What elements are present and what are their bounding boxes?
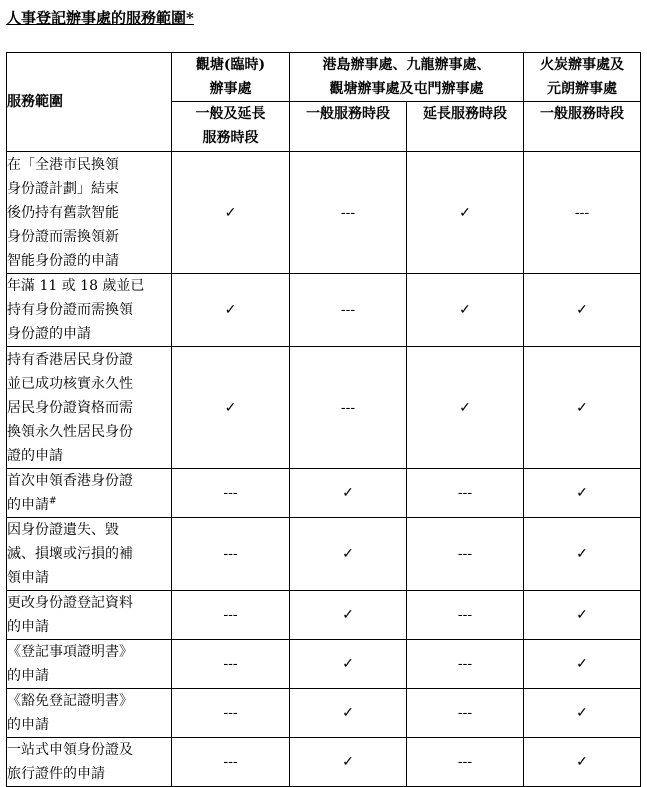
service-description (7, 689, 172, 738)
service-description-line: 《登記事項證明書》 (7, 644, 133, 660)
availability-mark: --- (172, 738, 290, 787)
availability-mark: ✓ (290, 591, 407, 640)
service-description-line: 身份證而需換領新 (7, 228, 119, 245)
service-description-line: 滅、損壞或污損的補 (7, 546, 133, 562)
service-description-line-wrap (7, 493, 171, 517)
availability-mark: ✓ (290, 469, 407, 518)
service-description (7, 469, 172, 518)
availability-mark: ✓ (524, 591, 641, 640)
header-kt-hours (172, 102, 290, 152)
availability-mark: ✓ (172, 274, 290, 347)
header-office-fotan-line1: 火炭辦事處及 (540, 57, 624, 73)
service-description-line: 的申請 (7, 619, 49, 635)
availability-mark: --- (290, 274, 407, 347)
service-description-line: 智能身份證的申請 (7, 252, 119, 269)
header-kt-hours-line1: 一般及延長 (195, 106, 266, 122)
table-row (7, 591, 641, 640)
availability-mark: ✓ (290, 689, 407, 738)
header-service-scope: 服務範圍 (7, 53, 172, 152)
availability-mark: --- (407, 518, 524, 591)
availability-mark: --- (407, 689, 524, 738)
service-description-line: 在「全港市民換領 (7, 156, 119, 173)
availability-mark: ✓ (290, 518, 407, 591)
availability-mark: --- (172, 518, 290, 591)
table-row (7, 640, 641, 689)
service-description-line: 證的申請 (7, 447, 63, 464)
availability-mark: ✓ (524, 469, 641, 518)
availability-mark: --- (407, 591, 524, 640)
availability-mark: --- (407, 469, 524, 518)
service-description (7, 591, 172, 640)
availability-mark: ✓ (172, 347, 290, 469)
service-description (7, 738, 172, 787)
table-row (7, 518, 641, 591)
header-office-kwun-tong-line2: 辦事處 (209, 81, 252, 97)
availability-mark: --- (290, 347, 407, 469)
header-fotan-general-hours: 一般服務時段 (524, 102, 641, 152)
service-description-line: 首次申領香港身份證 (7, 473, 133, 489)
header-office-fotan (524, 53, 641, 102)
header-office-hk-line2: 觀塘辦事處及屯門辦事處 (329, 81, 484, 97)
service-description-line: 旅行證件的申請 (7, 766, 105, 782)
availability-mark: --- (172, 640, 290, 689)
service-description (7, 274, 172, 347)
table-row (7, 347, 641, 469)
availability-mark: ✓ (290, 640, 407, 689)
header-kt-hours-line2: 服務時段 (202, 130, 259, 146)
service-description-line: 一站式申領身份證及 (7, 742, 133, 758)
header-hk-general-hours: 一般服務時段 (290, 102, 407, 152)
service-description (7, 347, 172, 469)
table-row (7, 469, 641, 518)
service-description (7, 152, 172, 274)
page-title: 人事登記辦事處的服務範圍* (6, 9, 194, 27)
service-description-line: 持有身份證而需換領 (7, 302, 133, 318)
availability-mark: ✓ (524, 274, 641, 347)
service-description (7, 518, 172, 591)
service-scope-table (6, 52, 641, 787)
availability-mark: --- (172, 469, 290, 518)
availability-mark: --- (524, 152, 641, 274)
header-office-kwun-tong-line1: 觀塘(臨時) (195, 57, 266, 73)
service-description-line: 的申請 (7, 717, 49, 733)
service-description-line: 身份證的申請 (7, 326, 91, 342)
table-row (7, 689, 641, 738)
service-description-line: 年滿 11 或 18 歲並已 (7, 278, 145, 294)
service-description-line: 換領永久性居民身份 (7, 423, 133, 440)
header-office-fotan-line2: 元朗辦事處 (547, 81, 617, 97)
availability-mark: ✓ (407, 152, 524, 274)
availability-mark: ✓ (524, 347, 641, 469)
availability-mark: ✓ (524, 518, 641, 591)
header-office-kwun-tong (172, 53, 290, 102)
availability-mark: ✓ (407, 274, 524, 347)
service-description-line: 居民身份證資格而需 (7, 399, 133, 416)
table-row (7, 738, 641, 787)
service-description-line: 並已成功核實永久性 (7, 375, 133, 392)
availability-mark: --- (407, 640, 524, 689)
service-description-line: 身份證計劃」結束 (7, 180, 119, 197)
availability-mark: --- (407, 738, 524, 787)
availability-mark: --- (290, 152, 407, 274)
availability-mark: ✓ (407, 347, 524, 469)
availability-mark: --- (172, 591, 290, 640)
service-description (7, 640, 172, 689)
service-description-line: 後仍持有舊款智能 (7, 204, 119, 221)
footnote-marker: # (49, 496, 57, 507)
availability-mark: --- (172, 689, 290, 738)
service-description-line: 持有香港居民身份證 (7, 351, 133, 368)
service-description-line: 的申請 (7, 668, 49, 684)
header-office-hk (290, 53, 524, 102)
availability-mark: ✓ (172, 152, 290, 274)
service-description-line: 更改身份證登記資料 (7, 595, 133, 611)
service-description-line: 的申請 (7, 497, 49, 513)
header-hk-extended-hours: 延長服務時段 (407, 102, 524, 152)
service-description-line: 《豁免登記證明書》 (7, 693, 133, 709)
availability-mark: ✓ (524, 738, 641, 787)
availability-mark: ✓ (524, 689, 641, 738)
table-row (7, 152, 641, 274)
availability-mark: ✓ (524, 640, 641, 689)
header-office-hk-line1: 港島辦事處、九龍辦事處、 (322, 57, 491, 73)
table-row (7, 274, 641, 347)
availability-mark: ✓ (290, 738, 407, 787)
service-description-line: 領申請 (7, 570, 49, 586)
service-description-line: 因身份證遺失、毀 (7, 522, 119, 538)
